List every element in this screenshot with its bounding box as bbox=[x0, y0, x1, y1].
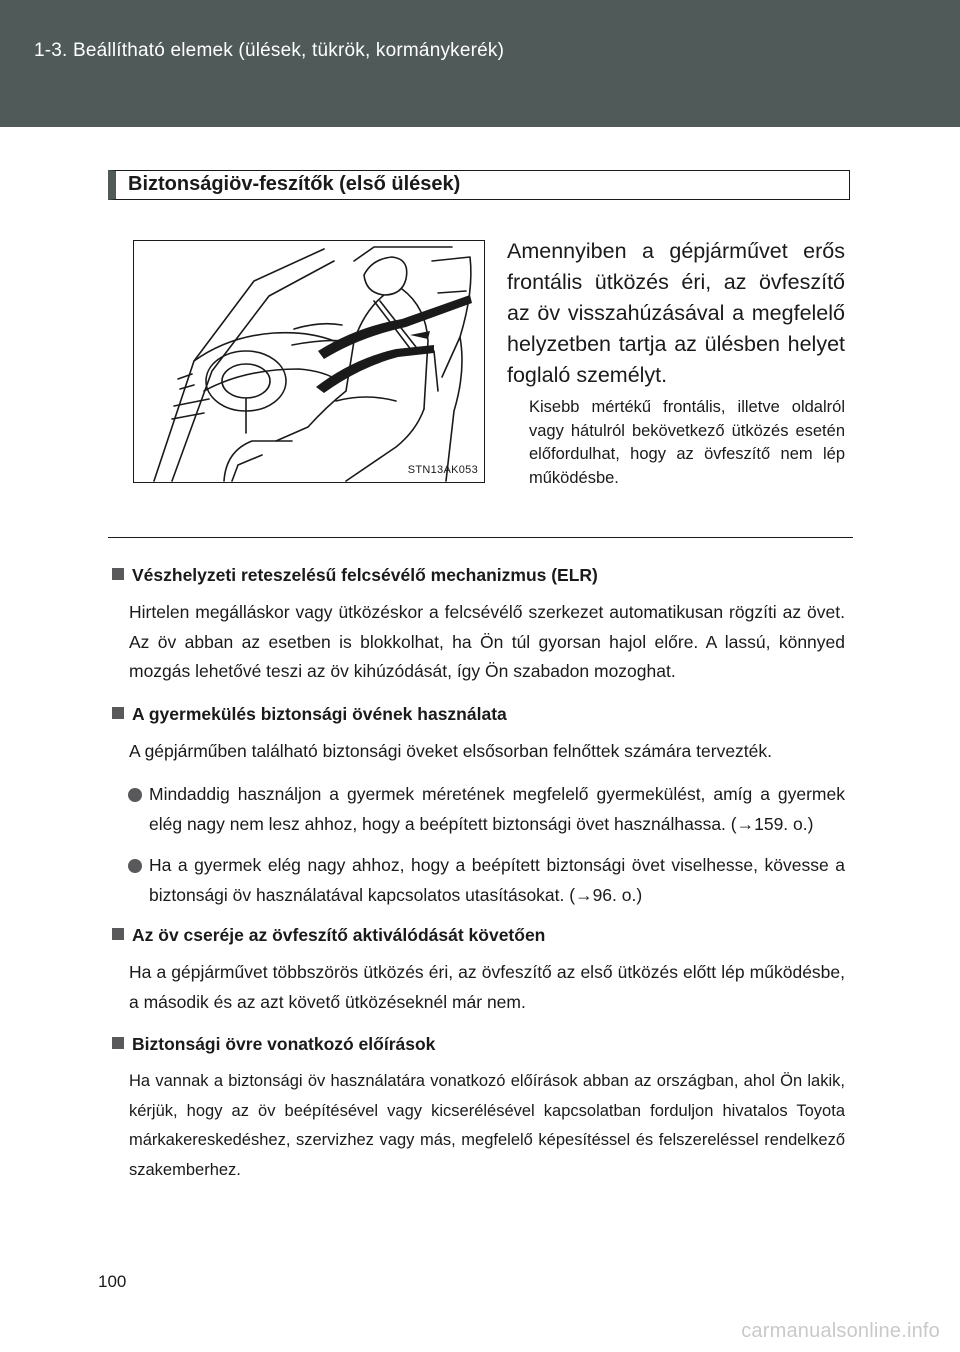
subheading-child-seat-belt bbox=[112, 701, 845, 727]
section-title: Biztonságiöv-feszítők (első ülések) bbox=[128, 173, 461, 195]
square-bullet-icon bbox=[112, 568, 124, 580]
watermark: carmanualsonline.info bbox=[741, 1320, 940, 1342]
bullet-dot-icon bbox=[128, 788, 142, 802]
header-band bbox=[0, 0, 960, 127]
subheading-label: Vészhelyzeti reteszelésű felcsévélő mechanizmus (ELR) bbox=[132, 565, 598, 585]
square-bullet-icon bbox=[112, 928, 124, 940]
main-content bbox=[112, 562, 845, 1199]
seatbelt-pretensioner-illustration bbox=[133, 240, 485, 483]
list-item-text: Ha a gyermek elég nagy ahhoz, hogy a beépített biztonsági övet viselhesse, kövesse a biztonsági öv használatával kapcsolatos utasításokat. (→96. o.) bbox=[149, 855, 845, 905]
note-text: Kisebb mértékű frontális, illetve oldalról vagy hátulról bekövetkező ütközés esetén előfordulhat, hogy az övfeszítő nem lép működésbe. bbox=[529, 398, 845, 487]
subheading-label: A gyermekülés biztonsági övének használata bbox=[132, 703, 507, 724]
subheading-label: Az öv cseréje az övfeszítő aktiválódását követően bbox=[132, 925, 546, 945]
paragraph-regulations: Ha vannak a biztonsági öv használatára vonatkozó előírások abban az országban, ahol Ön lakik, kérjük, hogy az öv beépítésével vagy kicserélésével kapcsolatban forduljon hivatalos Toyota márkakereskedéshez, szervizhez vagy más, megfelelő képesítéssel és felszereléssel rendelkező szakemberhez. bbox=[129, 1072, 845, 1179]
paragraph-belt-replacement: Ha a gépjárművet többszörös ütközés éri, az övfeszítő az első ütközés előtt lép működésbe, a második és az azt követő ütközéseknél már nem. bbox=[129, 962, 845, 1012]
subheading-elr bbox=[112, 562, 845, 588]
section-breadcrumb: 1-3. Beállítható elemek (ülések, tükrök, kormánykerék) bbox=[34, 40, 505, 61]
square-bullet-icon bbox=[112, 707, 124, 719]
paragraph-child-seat-belt: A gépjárműben található biztonsági öveket elsősorban felnőttek számára tervezték. bbox=[129, 740, 773, 761]
list-item bbox=[149, 780, 845, 839]
subheading-belt-replacement bbox=[112, 922, 845, 948]
subheading-label: Biztonsági övre vonatkozó előírások bbox=[132, 1034, 436, 1054]
bullet-dot-icon bbox=[128, 859, 142, 873]
figure-code: STN13AK053 bbox=[407, 464, 478, 476]
section-title-box bbox=[108, 170, 850, 200]
subheading-regulations bbox=[112, 1031, 845, 1057]
section-divider bbox=[108, 537, 853, 538]
intro-text: Amennyiben a gépjárművet erős frontális ütközés éri, az övfeszítő az öv visszahúzásával a megfelelő helyzetben tartja az ülésben helyet foglaló személyt. bbox=[507, 239, 845, 387]
list-item bbox=[149, 851, 845, 910]
list-item-text: Mindaddig használjon a gyermek méretének megfelelő gyermekülést, amíg a gyermek elég nagy nem lesz ahhoz, hogy a beépített biztonsági övet használhassa. (→159. o.) bbox=[149, 784, 845, 834]
square-bullet-icon bbox=[112, 1037, 124, 1049]
paragraph-elr: Hirtelen megálláskor vagy ütközéskor a felcsévélő szerkezet automatikusan rögzíti az övet. Az öv abban az esetben is blokkolhat, ha Ön túl gyorsan hajol előre. A lassú, könnyed mozgás lehetővé teszi az öv kihúzódását, így Ön szabadon mozoghat. bbox=[129, 602, 845, 681]
car-interior-drawing bbox=[134, 241, 485, 483]
page-number: 100 bbox=[98, 1272, 127, 1291]
